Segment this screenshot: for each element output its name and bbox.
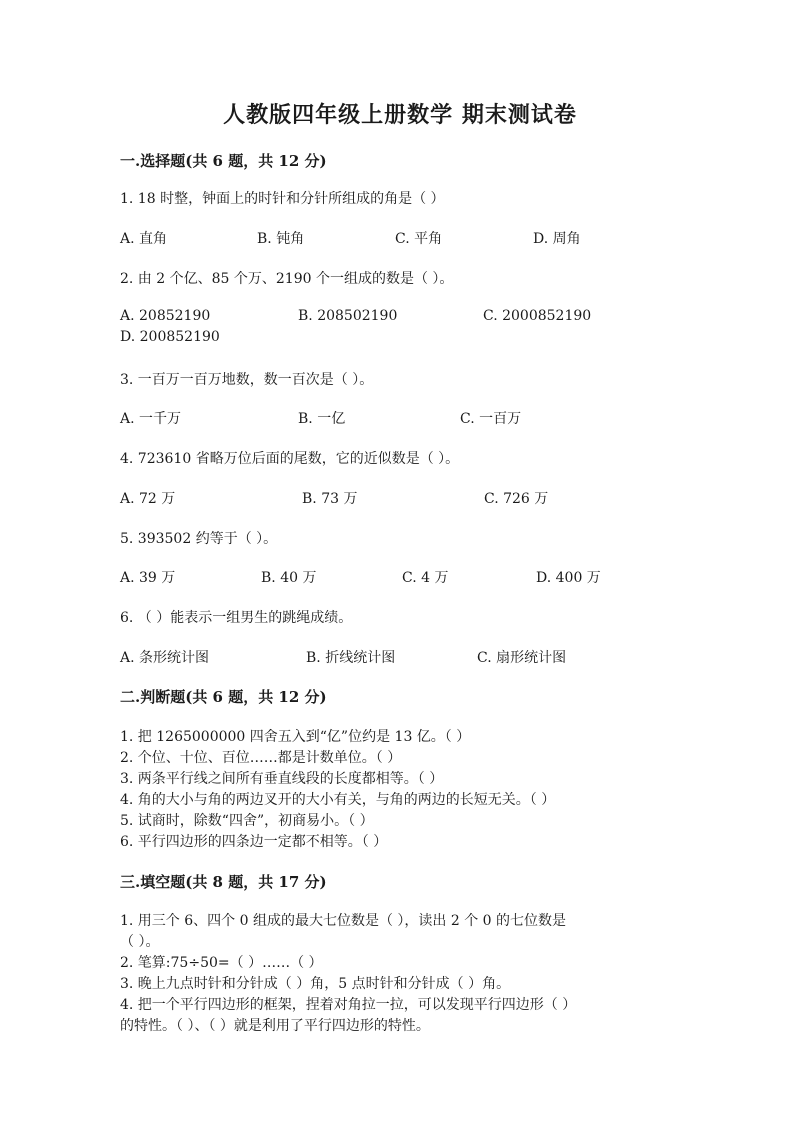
- option-5c: C. 4 万: [402, 570, 449, 586]
- option-1d: D. 周角: [533, 231, 581, 247]
- option-3c: C. 一百万: [460, 411, 522, 427]
- option-6c: C. 扇形统计图: [477, 650, 567, 666]
- option-4c: C. 726 万: [484, 491, 549, 507]
- question-2: 2. 由 2 个亿、85 个万、2190 个一组成的数是（ ）。: [120, 271, 454, 287]
- option-2c: C. 2000852190: [483, 308, 592, 324]
- option-2d: D. 200852190: [120, 329, 220, 345]
- question-6: 6. （ ）能表示一组男生的跳绳成绩。: [120, 610, 353, 626]
- judge-item-2: 2. 个位、十位、百位……都是计数单位。（ ）: [120, 750, 402, 766]
- option-1c: C. 平角: [395, 231, 443, 247]
- option-4a: A. 72 万: [120, 491, 176, 507]
- option-5a: A. 39 万: [120, 570, 176, 586]
- fill-item-2: 2. 笔算:75÷50=（ ）……（ ）: [120, 955, 323, 971]
- option-3b: B. 一亿: [298, 411, 346, 427]
- question-1: 1. 18 时整，钟面上的时针和分针所组成的角是（ ）: [120, 191, 445, 207]
- option-3a: A. 一千万: [120, 411, 182, 427]
- option-2a: A. 20852190: [120, 308, 211, 324]
- option-5b: B. 40 万: [261, 570, 317, 586]
- option-6b: B. 折线统计图: [306, 650, 396, 666]
- judge-item-1: 1. 把 1265000000 四舍五入到“亿”位约是 13 亿。（ ）: [120, 729, 471, 745]
- option-5d: D. 400 万: [536, 570, 601, 586]
- option-4b: B. 73 万: [302, 491, 358, 507]
- option-1b: B. 钝角: [257, 231, 305, 247]
- section-heading-fill: 三.填空题(共 8 题，共 17 分): [120, 873, 327, 891]
- section-heading-choice: 一.选择题(共 6 题，共 12 分): [120, 152, 327, 170]
- fill-item-3: 3. 晚上九点时针和分针成（ ）角，5 点时针和分针成（ ）角。: [120, 976, 511, 992]
- fill-item-4: 4. 把一个平行四边形的框架，捏着对角拉一拉，可以发现平行四边形（ ）: [120, 997, 577, 1013]
- option-1a: A. 直角: [120, 231, 168, 247]
- fill-item-1: 1. 用三个 6、四个 0 组成的最大七位数是（ ），读出 2 个 0 的七位数是: [120, 913, 567, 929]
- judge-item-5: 5. 试商时，除数“四舍”，初商易小。（ ）: [120, 813, 374, 829]
- fill-item-1-cont: （ ）。: [120, 934, 160, 950]
- question-5: 5. 393502 约等于（ ）。: [120, 531, 278, 547]
- judge-item-4: 4. 角的大小与角的两边叉开的大小有关，与角的两边的长短无关。（ ）: [120, 792, 556, 808]
- section-heading-judge: 二.判断题(共 6 题，共 12 分): [120, 688, 327, 706]
- judge-item-6: 6. 平行四边形的四条边一定都不相等。（ ）: [120, 834, 388, 850]
- judge-item-3: 3. 两条平行线之间所有垂直线段的长度都相等。（ ）: [120, 771, 444, 787]
- fill-item-4-cont: 的特性。（ ）、（ ）就是利用了平行四边形的特性。: [120, 1018, 430, 1034]
- option-2b: B. 208502190: [298, 308, 398, 324]
- question-4: 4. 723610 省略万位后面的尾数，它的近似数是（ ）。: [120, 451, 460, 467]
- option-6a: A. 条形统计图: [120, 650, 210, 666]
- question-3: 3. 一百万一百万地数，数一百次是（ ）。: [120, 372, 374, 388]
- page-title: 人教版四年级上册数学 期末测试卷: [223, 102, 577, 128]
